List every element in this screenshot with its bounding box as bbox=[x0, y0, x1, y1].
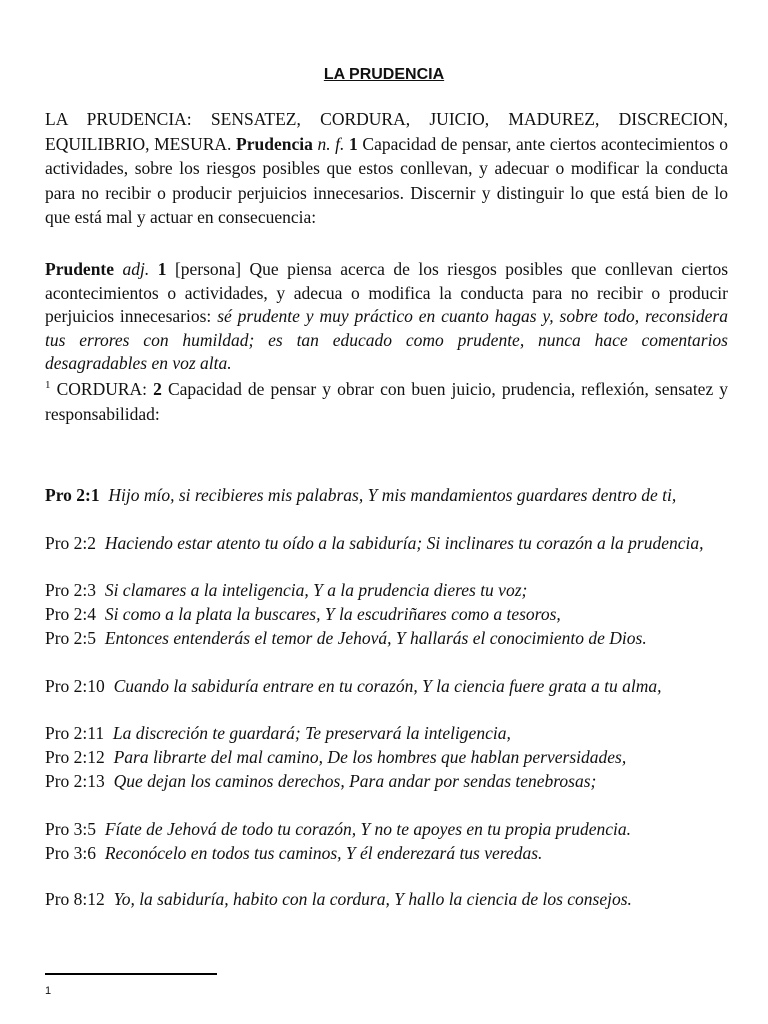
verse-ref: Pro 2:5 bbox=[45, 628, 97, 648]
verse-text: La discreción te guardará; Te preservará la inteligencia, bbox=[112, 723, 511, 743]
verse-text: Haciendo estar atento tu oído a la sabiduría; Si inclinares tu corazón a la prudencia, bbox=[104, 533, 704, 553]
verse-item bbox=[45, 842, 748, 866]
verse-item bbox=[45, 627, 748, 651]
term-cordura: CORDURA: bbox=[56, 379, 148, 399]
verse-ref: Pro 3:6 bbox=[45, 843, 97, 863]
verse-ref: Pro 2:4 bbox=[45, 604, 97, 624]
definition-text: Capacidad de pensar y obrar con buen juicio, prudencia, reflexión, sensatez y responsabilidad: bbox=[45, 379, 729, 424]
definition-text: [persona] Que piensa acerca de los riesgos posibles que conllevan ciertos acontecimientos o actividades, y adecua o modifica la conducta para no recibir o producir perjuicios innecesarios: bbox=[45, 259, 729, 326]
footnote-number: 1 bbox=[45, 985, 52, 997]
verse-item bbox=[45, 888, 748, 912]
footnote-separator bbox=[45, 973, 217, 975]
verse-item bbox=[45, 484, 748, 508]
verse-text: Reconócelo en todos tus caminos, Y él enderezará tus veredas. bbox=[104, 843, 543, 863]
verse-ref: Pro 8:12 bbox=[45, 889, 105, 909]
verse-text: Cuando la sabiduría entrare en tu corazón, Y la ciencia fuere grata a tu alma, bbox=[113, 676, 662, 696]
definition-prudencia bbox=[45, 107, 728, 230]
sense-number: 1 bbox=[157, 259, 167, 279]
term-prudente: Prudente bbox=[45, 259, 115, 279]
verse-ref: Pro 3:5 bbox=[45, 819, 97, 839]
verse-text: Que dejan los caminos derechos, Para andar por sendas tenebrosas; bbox=[113, 771, 597, 791]
verse-ref: Pro 2:10 bbox=[45, 676, 105, 696]
verse-text: Si clamares a la inteligencia, Y a la prudencia dieres tu voz; bbox=[104, 580, 528, 600]
usage-example: sé prudente y muy práctico en cuanto hagas y, sobre todo, reconsidera tus errores con humildad; es tan educado como prudente, nunca hace comentarios desagradables en voz alta. bbox=[45, 306, 728, 373]
sense-number: 1 bbox=[349, 133, 358, 154]
footnote-mark: 1 bbox=[45, 379, 51, 392]
verse-item bbox=[45, 818, 748, 842]
verse-item bbox=[45, 722, 748, 746]
verse-item bbox=[45, 532, 748, 556]
verse-ref: Pro 2:2 bbox=[45, 533, 97, 553]
verse-text: Hijo mío, si recibieres mis palabras, Y mis mandamientos guardares dentro de ti, bbox=[108, 485, 677, 505]
verse-item bbox=[45, 603, 748, 627]
page-title: LA PRUDENCIA bbox=[323, 66, 445, 83]
intro-synonyms: LA PRUDENCIA: SENSATEZ, CORDURA, JUICIO, MADUREZ, DISCRECION, EQUILIBRIO, MESURA. bbox=[45, 109, 728, 154]
definition-text: Capacidad de pensar, ante ciertos acontecimientos o actividades, sobre los riesgos posibles que estos conllevan, y adecuar o modificar la conducta para no recibir o producir perjuicios innecesarios. Discernir y distinguir lo que está bien de lo que está mal y actuar en consecuencia: bbox=[45, 133, 729, 227]
definition-prudente bbox=[45, 258, 728, 376]
verse-text: Para librarte del mal camino, De los hombres que hablan perversidades, bbox=[113, 747, 627, 767]
verse-item bbox=[45, 770, 748, 794]
definition-cordura bbox=[45, 377, 728, 426]
verse-ref: Pro 2:3 bbox=[45, 580, 97, 600]
verse-text: Yo, la sabiduría, habito con la cordura, Y hallo la ciencia de los consejos. bbox=[113, 889, 632, 909]
part-of-speech: adj. bbox=[122, 259, 150, 279]
term-prudencia: Prudencia bbox=[236, 133, 313, 154]
verse-ref: Pro 2:12 bbox=[45, 747, 105, 767]
sense-number: 2 bbox=[153, 379, 162, 399]
part-of-speech: n. f. bbox=[317, 133, 345, 154]
verse-item bbox=[45, 675, 748, 699]
verse-item bbox=[45, 746, 748, 770]
verse-text: Entonces entenderás el temor de Jehová, Y hallarás el conocimiento de Dios. bbox=[104, 628, 647, 648]
verse-text: Si como a la plata la buscares, Y la escudriñares como a tesoros, bbox=[104, 604, 561, 624]
verse-item bbox=[45, 579, 748, 603]
verse-ref: Pro 2:1 bbox=[45, 485, 100, 505]
verse-text: Fíate de Jehová de todo tu corazón, Y no te apoyes en tu propia prudencia. bbox=[104, 819, 632, 839]
verse-ref: Pro 2:11 bbox=[45, 723, 105, 743]
verse-ref: Pro 2:13 bbox=[45, 771, 105, 791]
